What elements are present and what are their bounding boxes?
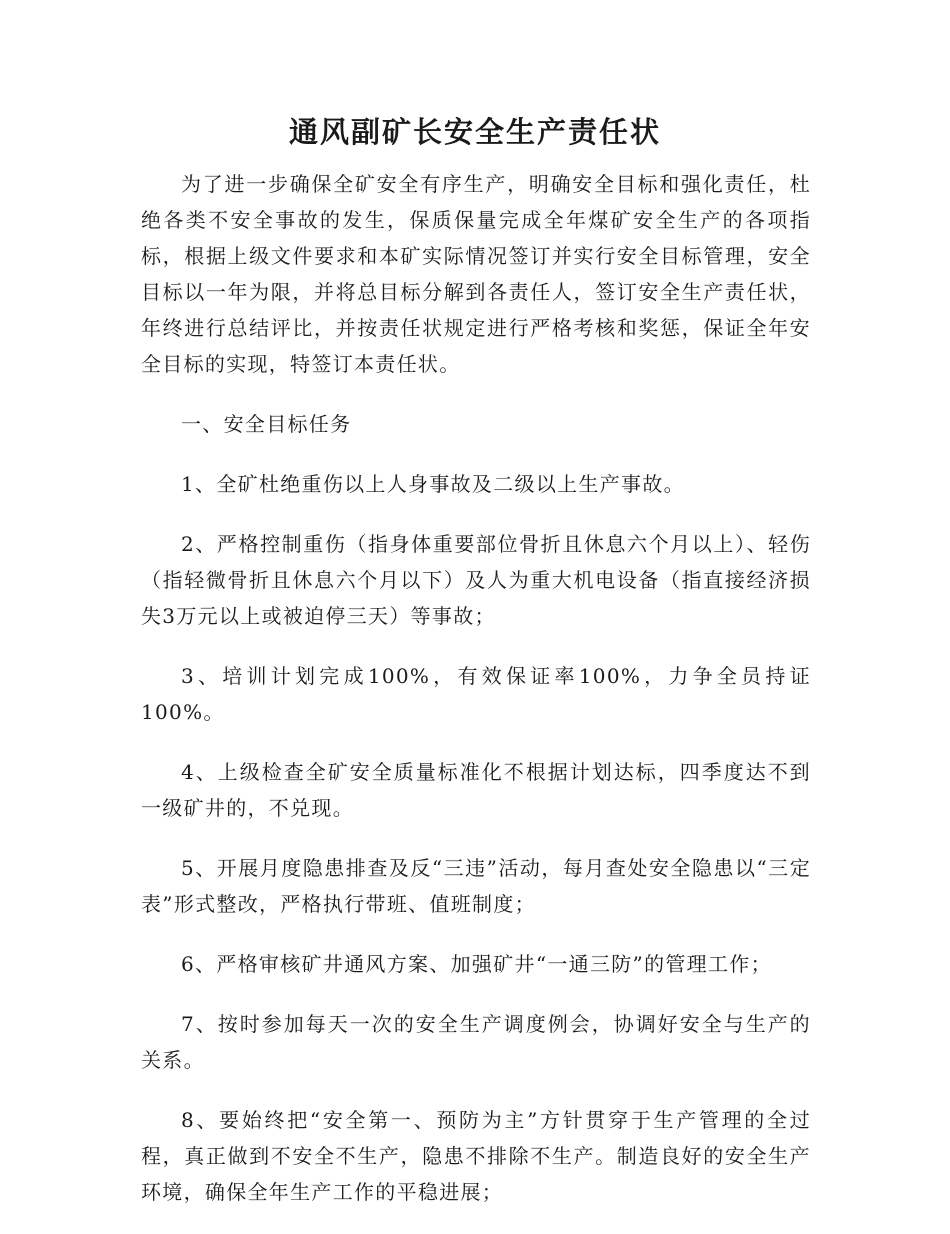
item-5-paragraph: 5、开展月度隐患排查及反“三违”活动，每月查处安全隐患以“三定表”形式整改，严格执行带班、值班制度； <box>141 856 811 916</box>
document-title: 通风副矿长安全生产责任状 <box>288 115 661 149</box>
item-6-paragraph: 6、严格审核矿井通风方案、加强矿井“一通三防”的管理工作； <box>181 952 772 976</box>
item-3-paragraph: 3、培训计划完成100%，有效保证率100%，力争全员持证100%。 <box>141 664 811 724</box>
intro-paragraph: 为了进一步确保全矿安全有序生产，明确安全目标和强化责任，杜绝各类不安全事故的发生，保质保量完成全年煤矿安全生产的各项指标，根据上级文件要求和本矿实际情况签订并实行安全目标管理，安全目标以一年为限，并将总目标分解到各责任人，签订安全生产责任状，年终进行总结评比，并按责任状规定进行严格考核和奖惩，保证全年安全目标的实现，特签订本责任状。 <box>141 172 811 376</box>
item-8-paragraph: 8、要始终把“安全第一、预防为主”方针贯穿于生产管理的全过程，真正做到不安全不生产，隐患不排除不生产。制造良好的安全生产环境，确保全年生产工作的平稳进展； <box>141 1108 811 1204</box>
item-7-paragraph: 7、按时参加每天一次的安全生产调度例会，协调好安全与生产的关系。 <box>141 1012 811 1072</box>
document-body <box>141 166 811 1234</box>
section-heading: 一、安全目标任务 <box>181 412 352 436</box>
item-4-paragraph: 4、上级检查全矿安全质量标准化不根据计划达标，四季度达不到一级矿井的，不兑现。 <box>141 760 811 820</box>
item-1-paragraph: 1、全矿杜绝重伤以上人身事故及二级以上生产事故。 <box>181 472 685 496</box>
item-2-paragraph: 2、严格控制重伤（指身体重要部位骨折且休息六个月以上）、轻伤（指轻微骨折且休息六个月以下）及人为重大机电设备（指直接经济损失3万元以上或被迫停三天）等事故； <box>141 532 811 628</box>
